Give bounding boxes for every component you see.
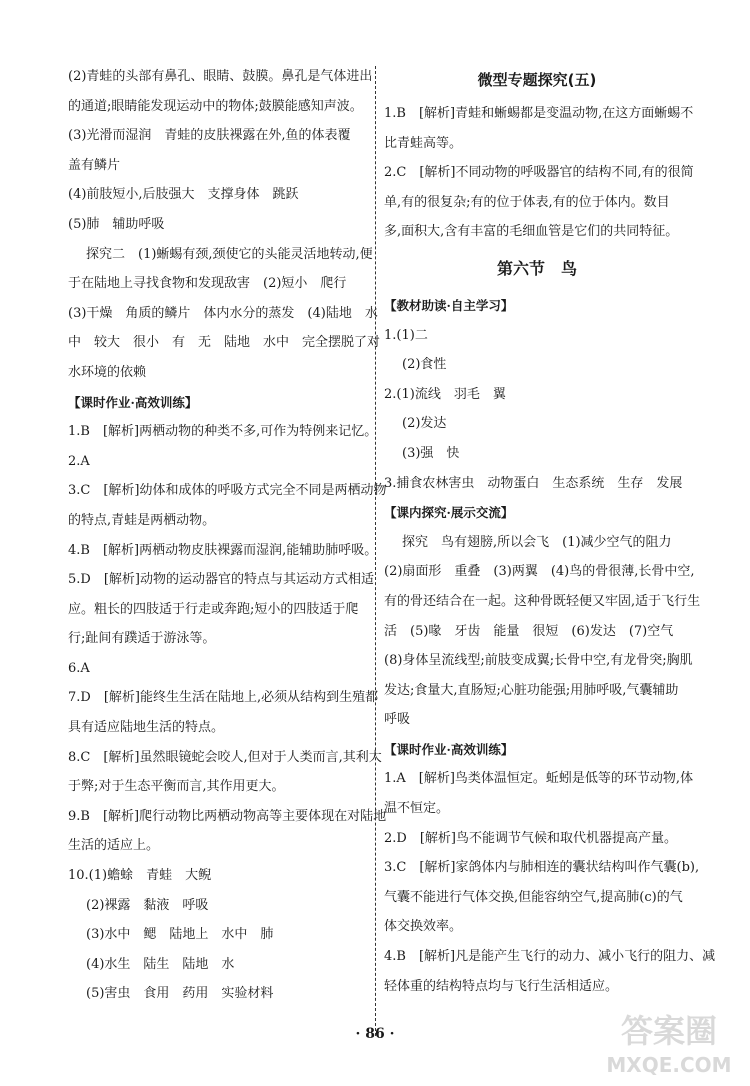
text-line: (2)裸露 黏液 呼吸 [86, 897, 209, 913]
text-line: 比青蛙高等。 [384, 135, 463, 151]
text-line: (2)扇面形 重叠 (3)两翼 (4)鸟的骨很薄,长骨中空, [384, 564, 695, 580]
text-line: (5)肺 辅助呼吸 [68, 216, 165, 232]
section-heading: 【课时作业·高效训练】 [384, 741, 514, 757]
text-line: 10.(1)蟾蜍 青蛙 大鲵 [68, 868, 212, 884]
text-line: (3)强 快 [402, 445, 460, 461]
text-line: 呼吸 [384, 712, 411, 728]
text-line: 盖有鳞片 [68, 157, 121, 173]
text-line: 2.D [解析]鸟不能调节气候和取代机器提高产量。 [384, 830, 677, 846]
left-column [68, 62, 387, 1009]
text-line: 3.捕食农林害虫 动物蛋白 生态系统 生存 发展 [384, 475, 683, 491]
page-number: · 86 · [355, 1026, 395, 1042]
text-line: 3.C [解析]幼体和成体的呼吸方式完全不同是两栖动物 [68, 483, 387, 499]
text-line: 8.C [解析]虽然眼镜蛇会咬人,但对于人类而言,其利大 [68, 749, 382, 765]
text-line: 发达;食量大,直肠短;心脏功能强;用肺呼吸,气囊辅助 [384, 682, 679, 698]
watermark-logo [594, 1002, 744, 1080]
text-line: 单,有的很复杂;有的位于体表,有的位于体内。数目 [384, 194, 670, 210]
text-line: 7.D [解析]能终生生活在陆地上,必须从结构到生殖都 [68, 690, 379, 706]
text-line: 多,面积大,含有丰富的毛细血管是它们的共同特征。 [384, 224, 679, 240]
text-line: (3)光滑而湿润 青蛙的皮肤裸露在外,鱼的体表覆 [68, 128, 351, 144]
text-line: 2.(1)流线 羽毛 翼 [384, 386, 506, 402]
text-line: 1.B [解析]青蛙和蜥蜴都是变温动物,在这方面蜥蜴不 [384, 106, 694, 121]
text-line: 有的骨还结合在一起。这种骨既轻便又牢固,适于飞行生 [384, 593, 701, 609]
section-heading: 【教材助读·自主学习】 [384, 297, 514, 313]
text-line: (4)水生 陆生 陆地 水 [86, 956, 235, 972]
section-title: 微型专题探究(五) [477, 71, 597, 89]
text-line: 中 较大 很小 有 无 陆地 水中 完全摆脱了对 [68, 335, 381, 351]
text-line: (8)身体呈流线型;前肢变成翼;长骨中空,有龙骨突;胸肌 [384, 653, 693, 669]
section-heading: 【课时作业·高效训练】 [68, 394, 198, 410]
text-line: 6.A [68, 660, 90, 676]
text-line: 1.A [解析]鸟类体温恒定。蚯蚓是低等的环节动物,体 [384, 771, 694, 787]
text-line: 5.D [解析]动物的运动器官的特点与其运动方式相适 [68, 572, 374, 588]
text-line: (5)害虫 食用 药用 实验材料 [86, 986, 274, 1002]
section-title: 第六节 鸟 [496, 258, 577, 278]
text-line: 气囊不能进行气体交换,但能容纳空气,提高肺(c)的气 [384, 889, 683, 905]
text-line: 探究二 (1)蜥蜴有颈,颈使它的头能灵活地转动,便 [86, 246, 373, 262]
text-line: 体交换效率。 [384, 919, 463, 935]
text-line: 2.C [解析]不同动物的呼吸器官的结构不同,有的很简 [384, 165, 694, 181]
text-line: (3)干燥 角质的鳞片 体内水分的蒸发 (4)陆地 水 [68, 305, 378, 321]
text-line: 于在陆地上寻找食物和发现敌害 (2)短小 爬行 [68, 276, 347, 292]
text-line: 2.A [68, 453, 90, 469]
text-line: 探究 鸟有翅膀,所以会飞 (1)减少空气的阻力 [402, 534, 672, 550]
text-line: 于弊;对于生态平衡而言,其作用更大。 [68, 779, 285, 795]
text-line: (4)前肢短小,后肢强大 支撑身体 跳跃 [68, 187, 299, 203]
text-line: 轻体重的结构特点均与飞行生活相适应。 [384, 978, 619, 994]
text-line: 3.C [解析]家鸽体内与肺相连的囊状结构叫作气囊(b), [384, 860, 700, 876]
text-line: 应。粗长的四肢适于行走或奔跑;短小的四肢适于爬 [68, 601, 359, 617]
watermark-url: MXQE.COM [606, 1053, 732, 1077]
text-line: (3)水中 鳃 陆地上 水中 肺 [86, 927, 274, 943]
text-line: 4.B [解析]两栖动物皮肤裸露而湿润,能辅助肺呼吸。 [68, 542, 378, 558]
text-line: 活 (5)喙 牙齿 能量 很短 (6)发达 (7)空气 [384, 623, 674, 639]
text-line: 1.(1)二 [384, 327, 428, 343]
right-column [384, 62, 716, 1001]
column-divider [375, 66, 376, 1036]
section-heading: 【课内探究·展示交流】 [384, 505, 514, 521]
text-line: 4.B [解析]凡是能产生飞行的动力、减小飞行的阻力、减 [384, 949, 716, 965]
text-line: (2)食性 [402, 357, 447, 373]
text-line: 行;趾间有蹼适于游泳等。 [68, 631, 216, 647]
text-line: 9.B [解析]爬行动物比两栖动物高等主要体现在对陆地 [68, 808, 387, 824]
text-line: 水环境的依赖 [68, 364, 147, 380]
text-line: 温不恒定。 [384, 801, 450, 817]
text-line: (2)发达 [402, 416, 447, 432]
text-line: 1.B [解析]两栖动物的种类不多,可作为特例来记忆。 [68, 424, 378, 440]
watermark-text: 答案圈 [620, 1012, 718, 1050]
text-line: 生活的适应上。 [68, 838, 160, 854]
text-line: 具有适应陆地生活的特点。 [68, 720, 225, 736]
text-line: 的通道;眼睛能发现运动中的物体;鼓膜能感知声波。 [68, 98, 363, 114]
text-line: 的特点,青蛙是两栖动物。 [68, 512, 216, 528]
text-line: (2)青蛙的头部有鼻孔、眼睛、鼓膜。鼻孔是气体进出 [68, 69, 373, 84]
